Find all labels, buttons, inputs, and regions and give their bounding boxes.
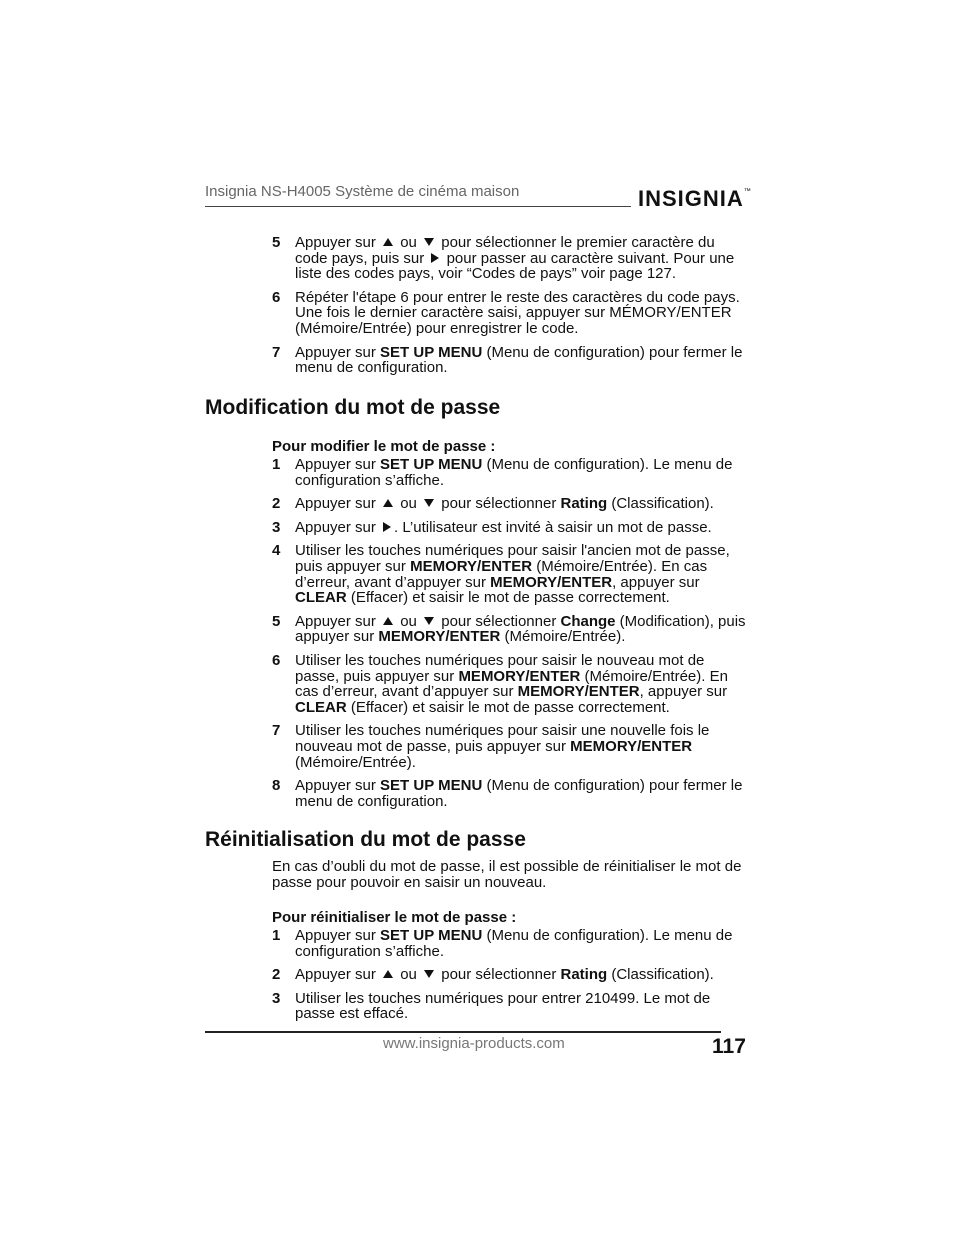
header-title: Insignia NS-H4005 Système de cinéma maison <box>205 183 520 200</box>
logo-tm: ™ <box>743 188 751 195</box>
list-item: 4 Utiliser les touches numériques pour saisir l'ancien mot de passe, puis appuyer sur MEMORY/ENTER (Mémoire/Entrée). En cas d’erreur, avant d’appuyer sur MEMORY/ENTER, appuyer sur CLEAR (Effacer) et saisir le mot de passe correctement. <box>272 542 730 607</box>
step-number: 5 <box>272 234 281 251</box>
step-number: 6 <box>272 651 281 669</box>
list-item: 2 Appuyer sur ou pour sélectionner Rating (Classification). <box>272 495 714 513</box>
intro-paragraph: En cas d’oubli du mot de passe, il est possible de réinitialiser le mot de passe pour pouvoir en saisir un nouveau. <box>272 858 742 891</box>
step-number: 5 <box>272 612 281 630</box>
step-number: 3 <box>272 518 281 536</box>
triangle-down-icon <box>424 617 434 625</box>
page-number: 117 <box>712 1035 746 1058</box>
list-item: 3 Appuyer sur . L’utilisateur est invité à saisir un mot de passe. <box>272 518 712 536</box>
step-number: 7 <box>272 343 281 361</box>
step-number: 8 <box>272 777 281 795</box>
footer-url: www.insignia-products.com <box>383 1035 565 1052</box>
list-item: 5 Appuyer sur ou pour sélectionner Change (Modification), puis appuyer sur MEMORY/ENTER (Mémoire/Entrée). <box>272 612 746 646</box>
procedure-title: Pour réinitialiser le mot de passe : <box>272 909 517 926</box>
top-steps <box>272 235 748 384</box>
triangle-down-icon <box>424 970 434 978</box>
triangle-up-icon <box>383 238 393 246</box>
triangle-right-icon <box>431 253 439 263</box>
list-item: 2 Appuyer sur ou pour sélectionner Rating (Classification). <box>272 966 714 984</box>
triangle-down-icon <box>424 238 434 246</box>
footer-rule <box>205 1031 721 1033</box>
triangle-up-icon <box>383 617 393 625</box>
step-number: 1 <box>272 927 281 944</box>
step-number: 2 <box>272 966 281 984</box>
triangle-up-icon <box>383 499 393 507</box>
header-rule <box>205 206 631 207</box>
list-item: 8 Appuyer sur SET UP MENU (Menu de configuration) pour fermer le menu de configuration. <box>272 777 743 810</box>
triangle-up-icon <box>383 970 393 978</box>
section-heading: Réinitialisation du mot de passe <box>205 828 526 851</box>
list-item: 1 Appuyer sur SET UP MENU (Menu de configuration). Le menu de configuration s’affiche. <box>272 927 733 960</box>
insignia-logo <box>638 186 751 212</box>
step-number: 1 <box>272 456 281 473</box>
list-item: 6 Répéter l'étape 6 pour entrer le reste des caractères du code pays. Une fois le dernier caractère saisi, appuyer sur MÉMORY/ENTER (Mémoire/Entrée) pour enregistrer le code. <box>272 288 740 337</box>
step-number: 6 <box>272 288 281 306</box>
step-number: 2 <box>272 495 281 513</box>
logo-text: INSIGNIA <box>638 186 744 211</box>
list-item: 1 Appuyer sur SET UP MENU (Menu de configuration). Le menu de configuration s’affiche. <box>272 456 733 489</box>
list-item: 6 Utiliser les touches numériques pour saisir le nouveau mot de passe, puis appuyer sur MEMORY/ENTER (Mémoire/Entrée). En cas d’erreur, avant d’appuyer sur MEMORY/ENTER, appuyer sur CLEAR (Effacer) et saisir le mot de passe correctement. <box>272 651 728 716</box>
procedure-title: Pour modifier le mot de passe : <box>272 438 496 455</box>
step-number: 4 <box>272 542 281 560</box>
list-item: 7 Utiliser les touches numériques pour saisir une nouvelle fois le nouveau mot de passe, puis appuyer sur MEMORY/ENTER (Mémoire/Entrée). <box>272 722 710 771</box>
list-item: 5 Appuyer sur ou pour sélectionner le premier caractère du code pays, puis sur pour passer au caractère suivant. Pour une liste des codes pays, voir “Codes de pays” voir page 127. <box>272 234 735 283</box>
section2-steps <box>272 928 748 1030</box>
section1-steps <box>272 457 748 817</box>
section-heading: Modification du mot de passe <box>205 396 501 419</box>
list-item: 7 Appuyer sur SET UP MENU (Menu de configuration) pour fermer le menu de configuration. <box>272 343 743 377</box>
step-number: 3 <box>272 989 281 1007</box>
triangle-right-icon <box>383 522 391 532</box>
triangle-down-icon <box>424 499 434 507</box>
step-number: 7 <box>272 722 281 740</box>
list-item: 3 Utiliser les touches numériques pour entrer 210499. Le mot de passe est effacé. <box>272 989 711 1023</box>
